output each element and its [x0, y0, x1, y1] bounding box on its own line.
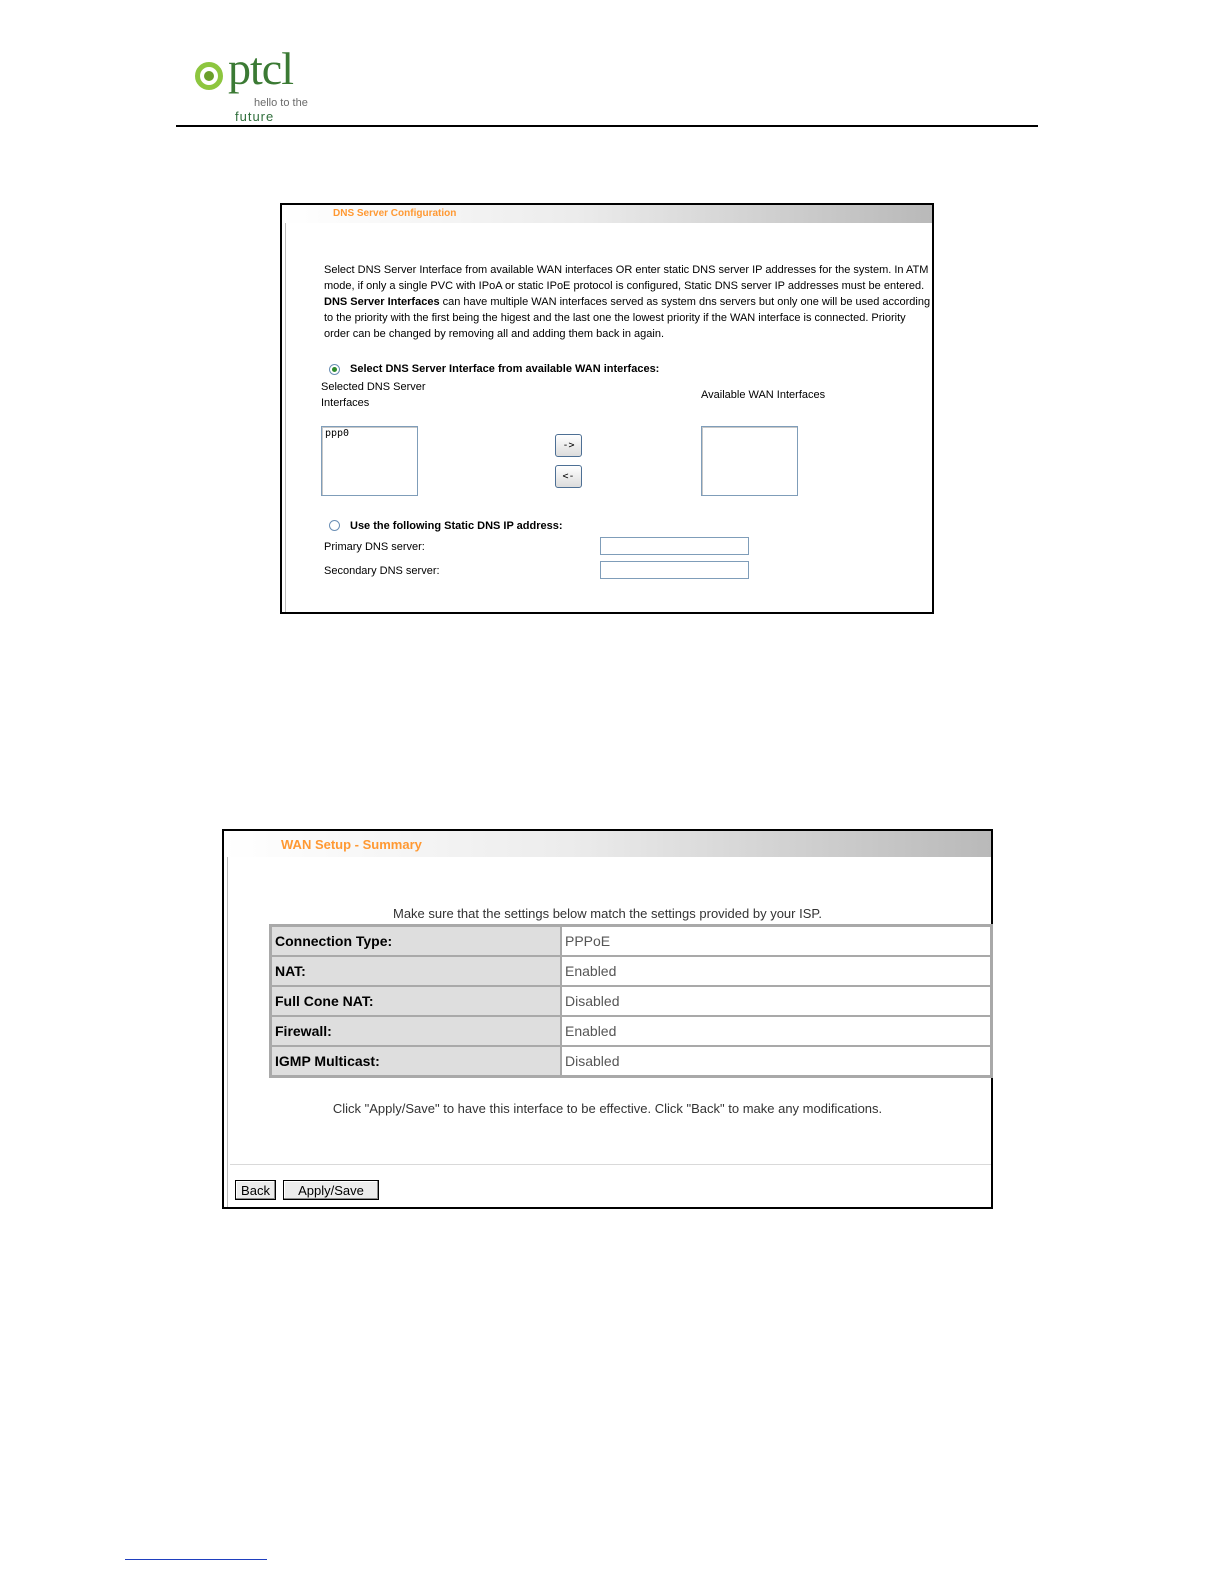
- footer-link-underline: [125, 1559, 267, 1560]
- primary-dns-input[interactable]: [600, 537, 749, 555]
- wan-panel-title: WAN Setup - Summary: [281, 837, 422, 852]
- selected-interfaces-listbox[interactable]: [321, 426, 418, 496]
- primary-dns-label: Primary DNS server:: [324, 541, 425, 553]
- table-row: [271, 1046, 991, 1076]
- summary-value: Disabled: [561, 1046, 991, 1076]
- list-item[interactable]: ppp0: [325, 428, 350, 439]
- dns-description-paragraph-2: [324, 294, 932, 342]
- summary-value: PPPoE: [561, 926, 991, 956]
- summary-value: Disabled: [561, 986, 991, 1016]
- table-row: [271, 956, 991, 986]
- wan-intro-text: Make sure that the settings below match the settings provided by your ISP.: [393, 906, 822, 921]
- logo-wordmark: ptcl: [228, 43, 293, 94]
- dns-description-bold: DNS Server Interfaces: [324, 296, 440, 308]
- summary-key: IGMP Multicast:: [271, 1046, 561, 1076]
- available-interfaces-listbox[interactable]: [701, 426, 798, 496]
- dns-panel-title-bar: [282, 205, 932, 223]
- wan-divider: [230, 1164, 991, 1165]
- logo-tagline-2: future: [235, 109, 275, 124]
- dns-description-paragraph-1: Select DNS Server Interface from available WAN interfaces OR enter static DNS server IP addresses for the system. In ATM mode, if only a single PVC with IPoA or static IPoE protocol is configured, Static DNS server IP addresses must be entered.: [324, 264, 929, 292]
- selected-label-line-1: Selected DNS Server: [321, 381, 426, 393]
- summary-table: [269, 924, 993, 1078]
- apply-save-button[interactable]: Apply/Save: [283, 1180, 379, 1200]
- add-interface-button[interactable]: ->: [555, 434, 582, 457]
- wan-summary-panel: [222, 829, 993, 1209]
- dns-config-panel: [280, 203, 934, 614]
- dns-panel-title: DNS Server Configuration: [333, 208, 457, 219]
- available-interfaces-label: Available WAN Interfaces: [701, 389, 826, 401]
- dns-description: [324, 262, 932, 342]
- dns-panel-inner-border: [285, 223, 286, 612]
- summary-key: Firewall:: [271, 1016, 561, 1046]
- back-button[interactable]: Back: [235, 1180, 276, 1200]
- secondary-dns-input[interactable]: [600, 561, 749, 579]
- header-divider: [176, 125, 1038, 127]
- remove-interface-button[interactable]: <-: [555, 465, 582, 488]
- option-interface-label: Select DNS Server Interface from available WAN interfaces:: [350, 363, 660, 375]
- secondary-dns-label: Secondary DNS server:: [324, 565, 440, 577]
- option-static-label: Use the following Static DNS IP address:: [350, 520, 563, 532]
- ptcl-logo: [195, 43, 325, 126]
- wan-apply-note: Click "Apply/Save" to have this interface to be effective. Click "Back" to make any modifications.: [332, 1101, 883, 1116]
- logo-dot-icon: [204, 71, 214, 81]
- table-row: [271, 926, 991, 956]
- logo-tagline-1: hello to the: [254, 97, 308, 109]
- table-row: [271, 986, 991, 1016]
- radio-static-dns[interactable]: [329, 520, 340, 531]
- summary-key: Full Cone NAT:: [271, 986, 561, 1016]
- table-row: [271, 1016, 991, 1046]
- summary-value: Enabled: [561, 956, 991, 986]
- dns-description-rest: can have multiple WAN interfaces served as system dns servers but only one will be used according to the priority with the first being the higest and the last one the lowest priority if the WAN interface is connected. Priority order can be changed by removing all and adding them back in again.: [324, 296, 931, 340]
- wan-panel-title-bar: [224, 831, 991, 857]
- radio-select-interface[interactable]: [329, 364, 340, 375]
- selected-label-line-2: Interfaces: [321, 397, 370, 409]
- selected-interfaces-label: [321, 379, 426, 411]
- summary-value: Enabled: [561, 1016, 991, 1046]
- summary-key: Connection Type:: [271, 926, 561, 956]
- summary-key: NAT:: [271, 956, 561, 986]
